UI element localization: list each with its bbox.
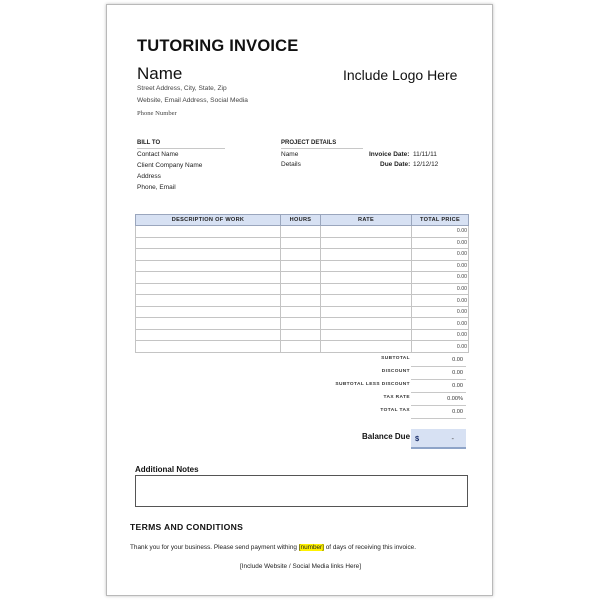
business-contact: Website, Email Address, Social Media [137, 97, 248, 104]
subtotal-value[interactable]: 0.00 [411, 354, 466, 367]
description-cell[interactable] [136, 318, 281, 330]
rate-cell[interactable] [321, 341, 412, 353]
hours-cell[interactable] [281, 249, 321, 261]
description-cell[interactable] [136, 260, 281, 272]
total-tax-label: TOTAL TAX [380, 408, 410, 413]
invoice-title: TUTORING INVOICE [137, 37, 299, 55]
total-price-cell[interactable]: 0.00 [412, 329, 469, 341]
invoice-page [106, 4, 493, 596]
column-header: TOTAL PRICE [412, 215, 469, 226]
rate-cell[interactable] [321, 237, 412, 249]
description-cell[interactable] [136, 226, 281, 238]
table-row [136, 329, 469, 341]
table-row [136, 341, 469, 353]
rate-cell[interactable] [321, 260, 412, 272]
table-row [136, 272, 469, 284]
balance-due-label: Balance Due [362, 432, 411, 441]
hours-cell[interactable] [281, 329, 321, 341]
hours-cell[interactable] [281, 283, 321, 295]
rate-cell[interactable] [321, 249, 412, 261]
summary-row-tax-rate [307, 393, 468, 406]
summary-row-subtotal [307, 354, 468, 367]
project-details-heading: PROJECT DETAILS [281, 140, 363, 149]
currency-symbol: $ [415, 434, 420, 443]
column-header: RATE [321, 215, 412, 226]
business-address: Street Address, City, State, Zip [137, 85, 227, 92]
additional-notes-label: Additional Notes [135, 465, 468, 476]
column-header: DESCRIPTION OF WORK [136, 215, 281, 226]
table-row [136, 318, 469, 330]
days-placeholder-highlight[interactable]: [number] [298, 544, 324, 551]
table-row [136, 283, 469, 295]
hours-cell[interactable] [281, 295, 321, 307]
rate-cell[interactable] [321, 283, 412, 295]
hours-cell[interactable] [281, 226, 321, 238]
hours-cell[interactable] [281, 237, 321, 249]
description-cell[interactable] [136, 272, 281, 284]
rate-cell[interactable] [321, 306, 412, 318]
total-price-cell[interactable]: 0.00 [412, 237, 469, 249]
description-cell[interactable] [136, 341, 281, 353]
terms-text-before: Thank you for your business. Please send payment withing [130, 544, 299, 551]
terms-text-after: of days of receiving this invoice. [323, 544, 416, 551]
rate-cell[interactable] [321, 226, 412, 238]
tax-rate-label: TAX RATE [383, 395, 410, 400]
items-table [135, 214, 469, 353]
subtotal-less-discount-value[interactable]: 0.00 [411, 380, 466, 393]
invoice-date-value: 11/11/11 [413, 151, 437, 158]
subtotal-less-discount-label: SUBTOTAL LESS DISCOUNT [335, 382, 410, 387]
logo-placeholder: Include Logo Here [343, 67, 458, 83]
bill-to-line: Contact Name [137, 151, 179, 158]
due-date-label: Due Date: [380, 161, 411, 168]
description-cell[interactable] [136, 295, 281, 307]
discount-label: DISCOUNT [381, 369, 410, 374]
invoice-date-label: Invoice Date: [369, 151, 410, 158]
table-header-row [136, 215, 469, 226]
table-row [136, 295, 469, 307]
total-price-cell[interactable]: 0.00 [412, 306, 469, 318]
tax-rate-value[interactable]: 0.00% [411, 393, 466, 406]
summary-row-discount [307, 367, 468, 380]
rate-cell[interactable] [321, 272, 412, 284]
table-row [136, 306, 469, 318]
total-price-cell[interactable]: 0.00 [412, 295, 469, 307]
project-line: Name [281, 151, 299, 158]
summary-row-subtotal-less-discount [307, 380, 468, 393]
table-row [136, 237, 469, 249]
terms-heading: TERMS AND CONDITIONS [130, 522, 244, 532]
project-line: Details [281, 161, 301, 168]
additional-notes-box[interactable] [135, 475, 468, 507]
column-header: HOURS [281, 215, 321, 226]
description-cell[interactable] [136, 237, 281, 249]
total-price-cell[interactable]: 0.00 [412, 272, 469, 284]
business-phone: Phone Number [137, 110, 177, 117]
bill-to-heading: BILL TO [137, 140, 225, 149]
hours-cell[interactable] [281, 272, 321, 284]
description-cell[interactable] [136, 306, 281, 318]
summary-row-total-tax [307, 406, 468, 419]
total-price-cell[interactable]: 0.00 [412, 318, 469, 330]
description-cell[interactable] [136, 249, 281, 261]
balance-due-value: - [451, 434, 454, 443]
business-name: Name [137, 64, 183, 83]
table-row [136, 249, 469, 261]
bill-to-line: Phone, Email [137, 184, 176, 191]
description-cell[interactable] [136, 329, 281, 341]
terms-text [130, 544, 416, 551]
subtotal-label: SUBTOTAL [381, 356, 410, 361]
total-price-cell[interactable]: 0.00 [412, 249, 469, 261]
total-price-cell[interactable]: 0.00 [412, 226, 469, 238]
rate-cell[interactable] [321, 295, 412, 307]
description-cell[interactable] [136, 283, 281, 295]
balance-due-field[interactable] [411, 429, 466, 449]
rate-cell[interactable] [321, 318, 412, 330]
bill-to-line: Address [137, 173, 161, 180]
website-links-placeholder: [Include Website / Social Media links Here] [239, 563, 361, 570]
rate-cell[interactable] [321, 329, 412, 341]
hours-cell[interactable] [281, 306, 321, 318]
total-price-cell[interactable]: 0.00 [412, 283, 469, 295]
hours-cell[interactable] [281, 341, 321, 353]
table-row [136, 260, 469, 272]
discount-value[interactable]: 0.00 [411, 367, 466, 380]
bill-to-line: Client Company Name [137, 162, 203, 169]
due-date-value: 12/12/12 [413, 161, 439, 168]
total-price-cell[interactable]: 0.00 [412, 341, 469, 353]
table-row [136, 226, 469, 238]
total-tax-value[interactable]: 0.00 [411, 406, 466, 419]
hours-cell[interactable] [281, 260, 321, 272]
total-price-cell[interactable]: 0.00 [412, 260, 469, 272]
hours-cell[interactable] [281, 318, 321, 330]
